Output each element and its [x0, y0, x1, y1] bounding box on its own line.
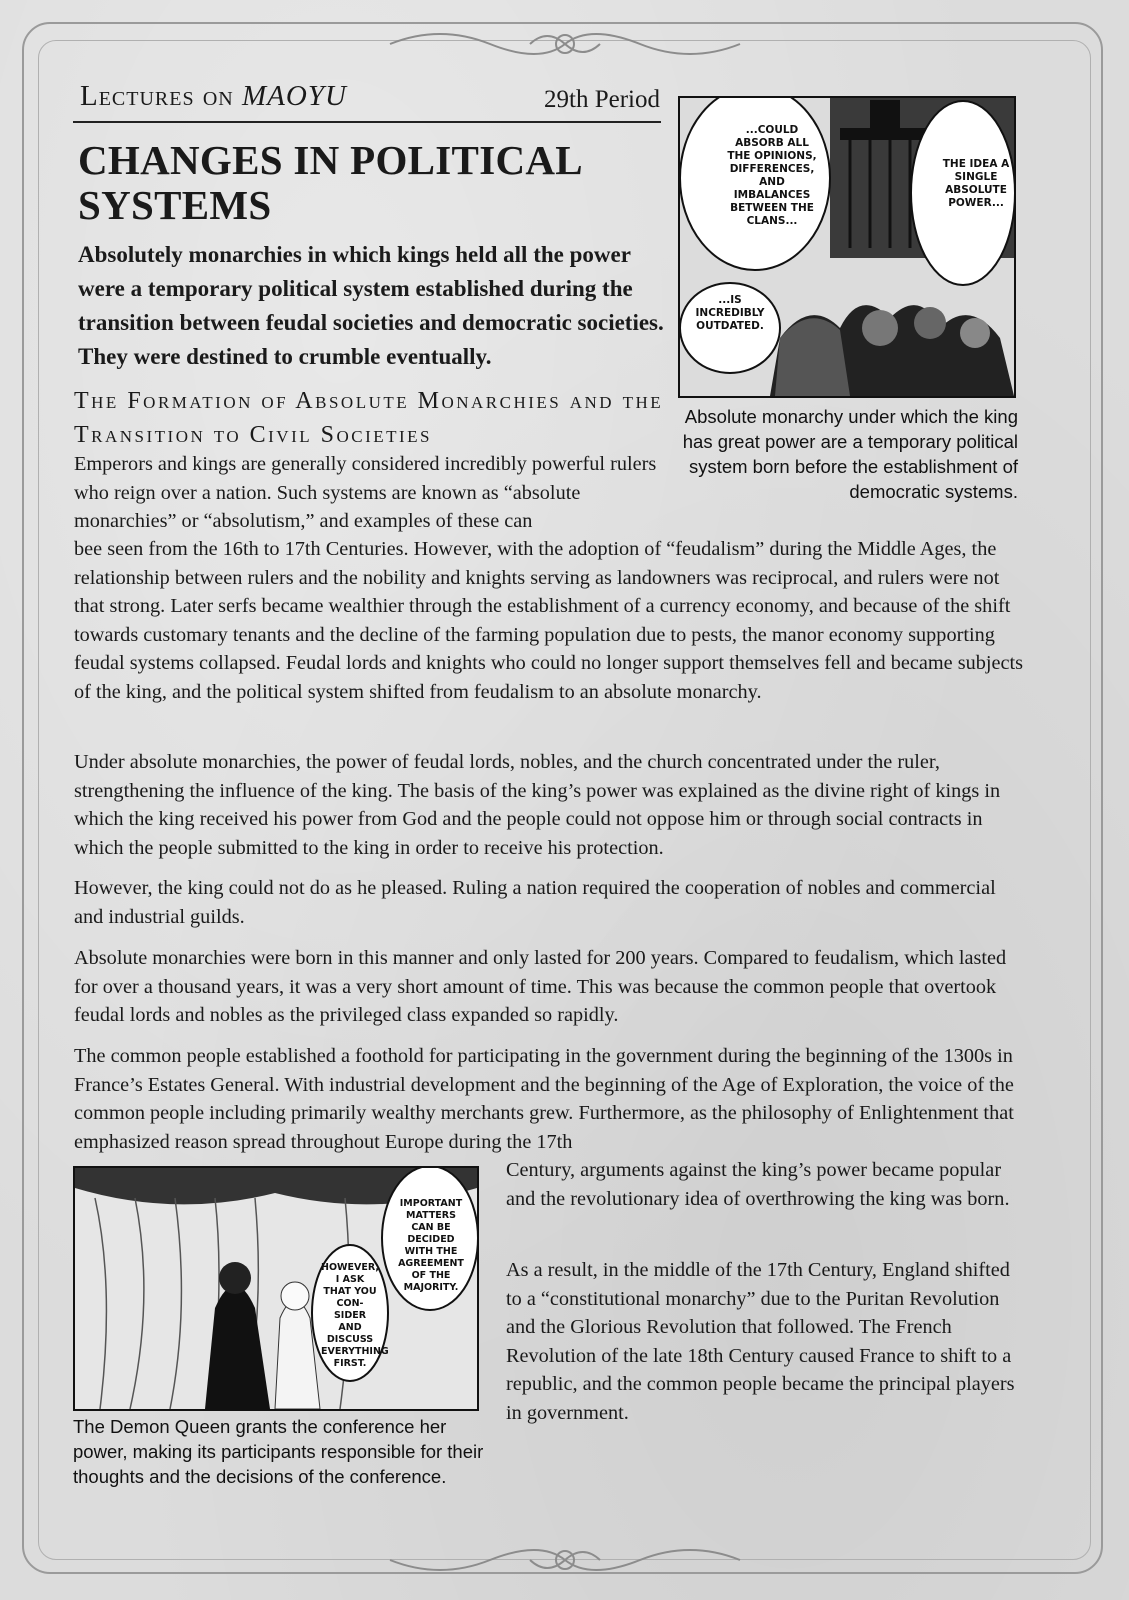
paragraph-1b: bee seen from the 16th to 17th Centuries. However, with the adoption of “feudalism” during the Middle Ages, the relationship between rulers and the nobility and knights serving as landowners was reciprocal, and rulers were not that strong. Later serfs became wealthier through the establishment of a currency economy, and because of the shift towards customary tenants and the decline of the farming population due to pests, the manor economy supporting feudal systems collapsed. Feudal lords and knights who could no longer support themselves fell and became subjects of the king, and the political system shifted from feudalism to an absolute monarchy. [74, 538, 1024, 703]
section-subheading: The Formation of Absolute Monarchies and the Transition to Civil Societies [74, 388, 664, 448]
figure-2-caption: The Demon Queen grants the conference her power, making its participants responsible for their thoughts and the decisions of the conference. [73, 1416, 484, 1487]
lecture-title: MAOYU [242, 80, 347, 112]
paragraph-5b: Century, arguments against the king’s power became popular and the revolutionary idea of overthrowing the king was born. [506, 1159, 1010, 1210]
page-title: CHANGES IN POLITICAL SYSTEMS [78, 137, 581, 228]
manga-panel-2 [73, 1166, 479, 1411]
manga-panel-1 [678, 96, 1016, 398]
paragraph-2: Under absolute monarchies, the power of feudal lords, nobles, and the church concentrated under the ruler, strengthening the influence of the king. The basis of the king’s power was explained as the divine right of kings in which the king received his power from God and the people could not oppose him or through social contracts in which the people submitted to the king in order to receive his protection. [74, 751, 1001, 859]
panel-1-bubble-2: THE IDEA A SINGLE ABSOLUTE POWER... [942, 158, 1010, 209]
panel-2-bubble-2: HOWEVER, I ASK THAT YOU CON-SIDER AND DISCUSS EVERYTHING FIRST. [321, 1262, 389, 1369]
header-rule [73, 121, 661, 123]
panel-1-bubble-1: ...COULD ABSORB ALL THE OPINIONS, DIFFERENCES, AND IMBALANCES BETWEEN THE CLANS... [727, 124, 817, 227]
figure-1-caption: Absolute monarchy under which the king has great power are a temporary political system born before the establishment of democratic systems. [682, 406, 1018, 502]
lead-paragraph: Absolutely monarchies in which kings held all the power were a temporary political system established during the transition between feudal societies and democratic societies. They were destined to crumble eventually. [78, 242, 664, 369]
paragraph-5a: The common people established a foothold for participating in the government during the beginning of the 1300s in France’s Estates General. With industrial development and the beginning of the Age of Exploration, the voice of the common people including primarily wealthy merchants grew. Furthermore, as the philosophy of Enlightenment that emphasized reason spread throughout Europe during the 17th [74, 1045, 1014, 1153]
panel-2-bubble-1: IMPORTANT MATTERS CAN BE DECIDED WITH THE AGREEMENT OF THE MAJORITY. [398, 1198, 464, 1293]
lecture-header [80, 80, 347, 113]
paragraph-6: As a result, in the middle of the 17th Century, England shifted to a “constitutional monarchy” due to the Puritan Revolution and the Glorious Revolution that followed. The French Revolution of the late 18th Century caused France to shift to a republic, and the common people became the principal players in government. [506, 1259, 1015, 1424]
panel-1-bubble-3: ...IS INCREDIBLY OUTDATED. [695, 294, 765, 332]
paragraph-4: Absolute monarchies were born in this manner and only lasted for 200 years. Compared to feudalism, which lasted for over a thousand years, it was a very short amount of time. This was because the common people that overtook feudal lords and nobles as the privileged class expanded so rapidly. [74, 947, 1007, 1026]
paragraph-1a: Emperors and kings are generally considered incredibly powerful rulers who reign over a nation. Such systems are known as “absolute monarchies” or “absolutism,” and examples of these can [74, 453, 657, 532]
bottom-ornament [380, 1540, 750, 1580]
lecture-prefix: Lectures on [80, 80, 234, 112]
period-label: 29th Period [544, 86, 660, 113]
paragraph-3: However, the king could not do as he pleased. Ruling a nation required the cooperation of nobles and commercial and industrial guilds. [74, 877, 996, 928]
top-ornament [380, 24, 750, 64]
